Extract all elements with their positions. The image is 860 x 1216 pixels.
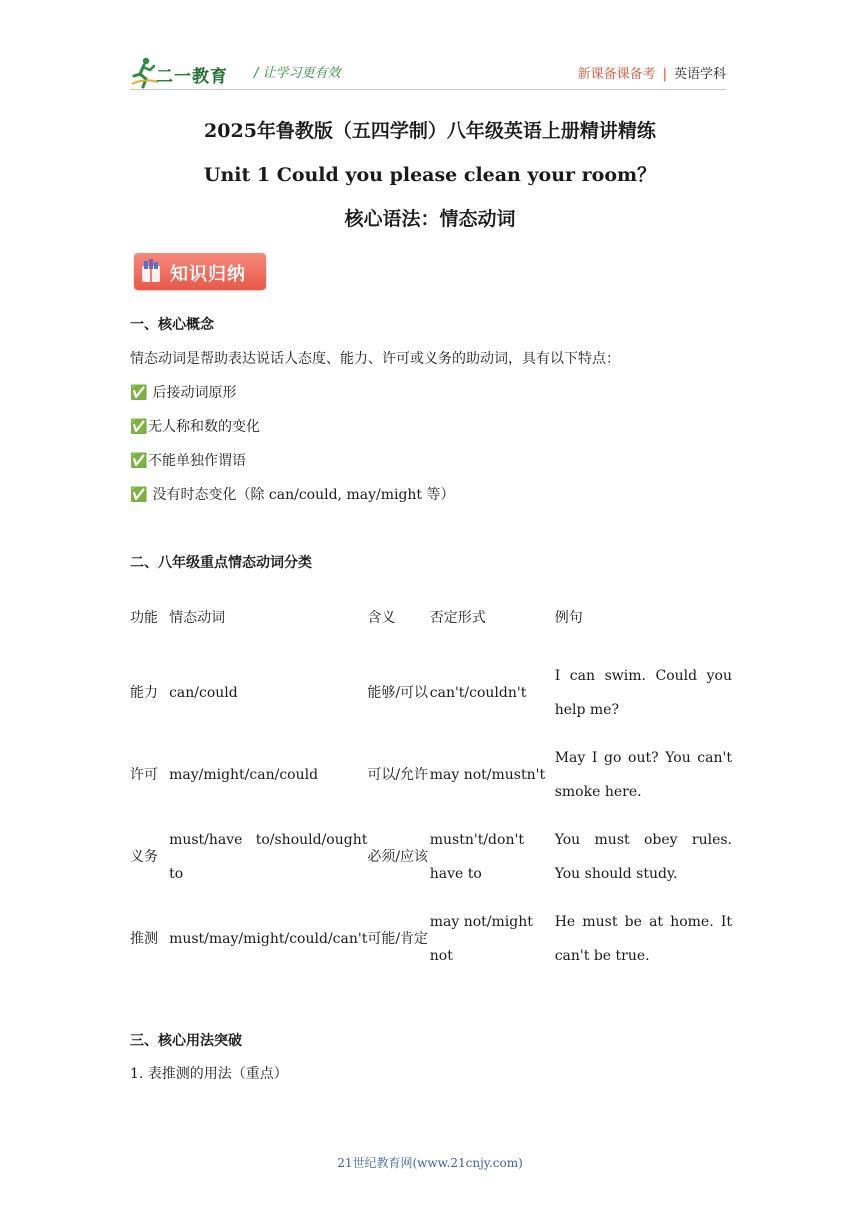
header-label-prep: 新课备课备考 (577, 67, 656, 82)
cell-meaning: 可以/允许 (367, 767, 429, 783)
check-mark-icon: ✅ (130, 419, 148, 435)
modal-verb-table (130, 584, 732, 980)
page-footer: 21世纪教育网(www.21cnjy.com) (337, 1156, 523, 1170)
header-separator: | (662, 67, 667, 82)
cell-example: He must be at home. It can't be true. (554, 914, 732, 964)
section1-heading: 一、核心概念 (130, 317, 214, 333)
header-cell-negative: 否定形式 (429, 610, 486, 626)
table-row (130, 816, 732, 898)
feature-point-text: 无人称和数的变化 (148, 419, 260, 435)
feature-point-2 (130, 416, 260, 436)
feature-point-4 (130, 484, 455, 504)
cell-modal: can/could (169, 685, 238, 701)
cell-meaning: 可能/肯定 (367, 931, 429, 947)
feature-point-3 (130, 450, 246, 470)
check-mark-icon: ✅ (130, 453, 148, 469)
header-label-subject: 英语学科 (673, 67, 726, 82)
logo (130, 56, 242, 90)
header-divider (130, 89, 726, 90)
check-mark-icon: ✅ (130, 385, 148, 401)
feature-point-text: 没有时态变化（除 can/could, may/might 等） (148, 487, 455, 503)
section2-heading: 二、八年级重点情态动词分类 (130, 555, 312, 571)
cell-function: 能力 (130, 685, 158, 701)
header-cell-function: 功能 (130, 610, 158, 626)
cell-example: You must obey rules. You should study. (554, 832, 732, 882)
unit-title: Unit 1 Could you please clean your room？ (203, 164, 657, 186)
cell-negative: mustn't/don't have to (429, 832, 524, 882)
cell-negative: may not/mustn't (429, 767, 546, 783)
table-row (130, 898, 732, 980)
cell-example: I can swim. Could you help me? (554, 668, 732, 718)
logo-text: 二一教育 (156, 67, 228, 87)
header-cell-meaning: 含义 (367, 610, 396, 626)
section1-intro: 情态动词是帮助表达说话人态度、能力、许可或义务的助动词，具有以下特点： (130, 351, 620, 367)
document-title: 2025年鲁教版（五四学制）八年级英语上册精讲精练 (204, 120, 656, 142)
cell-modal: may/might/can/could (169, 767, 319, 783)
cell-negative: may not/might not (429, 914, 533, 964)
table-row (130, 734, 732, 816)
badge-label: 知识归纳 (170, 264, 246, 285)
feature-point-text: 后接动词原形 (148, 385, 237, 401)
header-cell-example: 例句 (554, 610, 583, 626)
header-right (578, 63, 726, 82)
cell-example: May I go out? You can't smoke here. (554, 750, 732, 800)
header-cell-modal: 情态动词 (169, 610, 226, 626)
section3-heading: 三、核心用法突破 (130, 1033, 242, 1049)
cell-meaning: 能够/可以 (367, 685, 429, 701)
cell-function: 义务 (130, 849, 158, 865)
header-slogan: / 让学习更有效 (254, 66, 341, 81)
feature-point-1 (130, 382, 236, 402)
section3-item-1: 1. 表推测的用法（重点） (130, 1066, 288, 1082)
cell-modal: must/have to/should/ought to (169, 832, 368, 882)
cell-meaning: 必须/应该 (367, 849, 429, 865)
knowledge-summary-badge (134, 253, 266, 290)
grammar-title: 核心语法：情态动词 (344, 208, 516, 230)
check-mark-icon: ✅ (130, 487, 148, 503)
table-header-row (130, 584, 732, 652)
book-icon (140, 258, 162, 284)
cell-negative: can't/couldn't (429, 685, 527, 701)
cell-function: 许可 (130, 767, 158, 783)
page-header (130, 56, 726, 90)
table-row (130, 652, 732, 734)
cell-function: 推测 (130, 931, 158, 947)
feature-point-text: 不能单独作谓语 (148, 453, 246, 469)
cell-modal: must/may/might/could/can't (169, 931, 368, 947)
